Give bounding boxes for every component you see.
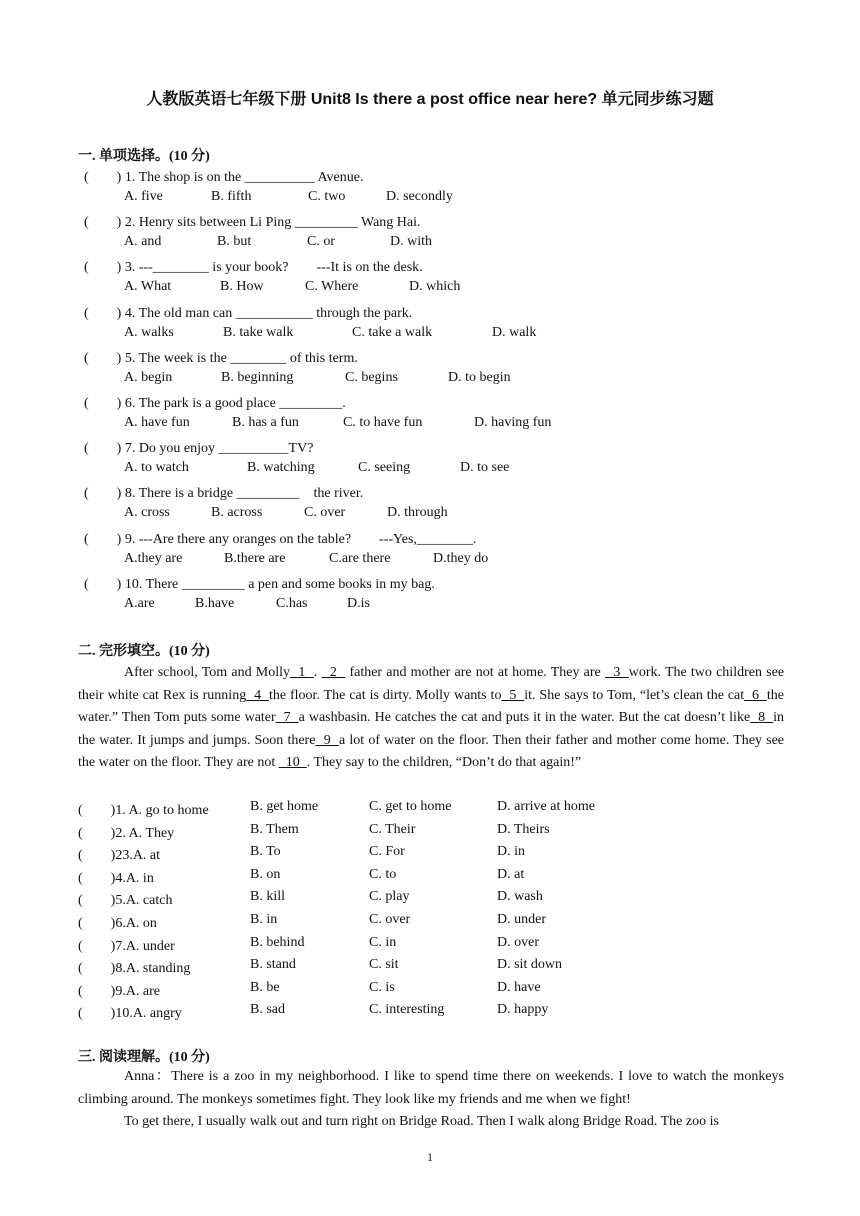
cloze-question: ( )4.A. in <box>78 870 154 886</box>
answer-option: D. with <box>390 234 432 250</box>
answer-option: D. which <box>409 279 461 295</box>
answer-option: C. over <box>304 505 346 521</box>
answer-option: A. cross <box>124 505 170 521</box>
answer-option: B. has a fun <box>232 415 299 430</box>
answer-option: C. to <box>369 866 397 882</box>
cloze-passage <box>78 662 784 775</box>
answer-option: A. walks <box>124 324 174 340</box>
answer-option: D. wash <box>497 889 543 905</box>
answer-option: C. over <box>369 912 411 927</box>
answer-option: A. have fun <box>124 415 190 430</box>
answer-option: D. to see <box>460 460 510 476</box>
cloze-text: in the water. It jumps and jumps. Soon there <box>78 710 785 748</box>
question-stem: ( ) 3. ---________ is your book? ---It is on the desk. <box>84 260 423 276</box>
cloze-blank: 3 <box>604 665 629 680</box>
page-title: 人教版英语七年级下册 Unit8 Is there a post office near here? 单元同步练习题 <box>146 91 714 108</box>
answer-option: B. behind <box>250 934 305 950</box>
cloze-text: the floor. The cat is dirty. Molly wants to <box>268 687 502 703</box>
question-stem: ( ) 2. Henry sits between Li Ping _________ Wang Hai. <box>84 215 421 231</box>
cloze-blank: 5 <box>501 687 525 703</box>
answer-option: C. sit <box>369 957 399 973</box>
answer-option: A.they are <box>124 550 183 566</box>
answer-option: B. get home <box>250 799 319 814</box>
question-stem: ( ) 6. The park is a good place _________. <box>84 396 346 411</box>
answer-option: B. How <box>220 279 264 295</box>
answer-option: B. on <box>250 866 281 882</box>
answer-option: C. two <box>308 189 346 204</box>
answer-option: D. over <box>497 934 539 950</box>
answer-option: B. fifth <box>211 189 252 204</box>
answer-option: B. across <box>211 505 263 521</box>
answer-option: C. play <box>369 889 410 905</box>
reading-paragraph-1: Anna：There is a zoo in my neighborhood. I like to spend time there on weekends. I love to watch the monkeys climbing around. The monkeys sometimes fight. They look like my friends and me when we fight! <box>78 1069 784 1107</box>
cloze-question: ( )5.A. catch <box>78 893 173 909</box>
answer-option: A. What <box>124 279 172 295</box>
answer-option: D.is <box>347 595 370 611</box>
answer-option: B. but <box>217 234 252 250</box>
cloze-question: ( )1. A. go to home <box>78 803 209 818</box>
cloze-text: the water.” Then Tom puts some water <box>78 687 785 726</box>
cloze-blank: 9 <box>315 732 340 748</box>
answer-option: D. having fun <box>474 415 552 430</box>
answer-option: D. to begin <box>448 369 511 385</box>
answer-option: D. sit down <box>497 957 562 973</box>
cloze-question: ( )7.A. under <box>78 938 175 954</box>
reading-paragraph-2: To get there, I usually walk out and turn right on Bridge Road. Then I walk along Bridge Road. The zoo is <box>124 1114 719 1130</box>
answer-option: B. beginning <box>221 369 294 385</box>
answer-option: D. in <box>497 844 525 860</box>
answer-option: B. sad <box>250 1002 285 1018</box>
cloze-text: After school, Tom and Molly <box>124 665 291 680</box>
answer-option: C. seeing <box>358 460 411 476</box>
cloze-question: ( )2. A. They <box>78 825 175 841</box>
answer-option: C. in <box>369 934 397 950</box>
section-heading-reading: 三. 阅读理解。(10 分) <box>78 1050 210 1065</box>
cloze-text: father and mother are not at home. They are <box>345 665 605 680</box>
answer-option: D. through <box>387 505 448 521</box>
question-stem: ( ) 8. There is a bridge _________ the river. <box>84 486 364 502</box>
question-stem: ( ) 7. Do you enjoy __________TV? <box>84 441 314 457</box>
section-heading-cloze: 二. 完形填空。(10 分) <box>78 644 210 659</box>
answer-option: B. stand <box>250 957 296 973</box>
answer-option: C. Where <box>305 279 359 295</box>
question-stem: ( ) 9. ---Are there any oranges on the table? ---Yes,________. <box>84 531 477 547</box>
answer-option: C. interesting <box>369 1002 445 1018</box>
cloze-blank: 8 <box>750 710 774 726</box>
answer-option: A. five <box>124 189 163 204</box>
answer-option: B. To <box>250 844 281 860</box>
cloze-question: ( )8.A. standing <box>78 961 191 977</box>
cloze-text: . <box>313 665 322 680</box>
answer-option: D. happy <box>497 1002 549 1018</box>
cloze-question: ( )9.A. are <box>78 983 161 999</box>
answer-option: D. have <box>497 979 541 995</box>
question-stem: ( ) 5. The week is the ________ of this term. <box>84 350 358 366</box>
answer-option: C. For <box>369 844 405 860</box>
answer-option: C. or <box>307 234 335 250</box>
answer-option: C.has <box>276 595 308 611</box>
answer-option: B. be <box>250 979 280 995</box>
answer-option: C. get to home <box>369 799 452 814</box>
answer-option: B.have <box>195 595 235 611</box>
answer-option: B. take walk <box>223 324 294 340</box>
answer-option: B. in <box>250 912 278 927</box>
question-stem: ( ) 1. The shop is on the __________ Avenue. <box>84 170 364 185</box>
reading-passage <box>78 1066 784 1134</box>
cloze-text: a lot of water on the floor. Then their father and mother come home. They see the water on the floor. They are not <box>78 732 785 771</box>
section-heading-single-choice: 一. 单项选择。(10 分) <box>78 149 210 164</box>
question-stem: ( ) 4. The old man can ___________ through the park. <box>84 305 413 321</box>
answer-option: B. kill <box>250 889 286 905</box>
answer-option: C. is <box>369 979 395 995</box>
cloze-text: work. The two children see their white cat Rex is running <box>78 665 785 703</box>
answer-option: B.there are <box>224 550 286 566</box>
answer-option: D.they do <box>433 550 489 566</box>
answer-option: B. Them <box>250 821 299 837</box>
answer-option: A. to watch <box>124 460 189 476</box>
answer-option: A. and <box>124 234 162 250</box>
answer-option: D. secondly <box>386 189 453 204</box>
answer-option: C. to have fun <box>343 415 423 430</box>
cloze-text: a washbasin. He catches the cat and puts it in the water. But the cat doesn’t like <box>298 710 751 726</box>
answer-option: A.are <box>124 595 155 611</box>
answer-option: C. Their <box>369 821 416 837</box>
answer-option: C.are there <box>329 550 391 566</box>
answer-option: D. at <box>497 866 525 882</box>
cloze-question: ( )23.A. at <box>78 848 161 864</box>
cloze-text: . They say to the children, “Don’t do that again!” <box>306 755 582 771</box>
cloze-blank: 2 <box>321 665 346 680</box>
cloze-paragraph <box>78 662 784 775</box>
cloze-blank: 7 <box>275 710 299 726</box>
answer-option: D. walk <box>492 324 537 340</box>
answer-option: A. begin <box>124 369 173 385</box>
cloze-question: ( )6.A. on <box>78 916 157 931</box>
answer-option: D. Theirs <box>497 821 550 837</box>
cloze-blank: 4 <box>246 687 269 703</box>
answer-option: B. watching <box>247 460 315 476</box>
cloze-blank: 1 <box>290 665 314 680</box>
question-stem: ( ) 10. There _________ a pen and some books in my bag. <box>84 576 435 592</box>
cloze-blank: 6 <box>744 687 767 703</box>
answer-option: D. under <box>497 912 546 927</box>
answer-option: C. take a walk <box>352 324 433 340</box>
cloze-question: ( )10.A. angry <box>78 1006 182 1022</box>
answer-option: C. begins <box>345 369 398 385</box>
page-number: 1 <box>427 1150 433 1164</box>
cloze-text: it. She says to Tom, “let’s clean the cat <box>524 687 745 703</box>
answer-option: D. arrive at home <box>497 799 595 814</box>
cloze-blank: 10 <box>278 755 307 771</box>
